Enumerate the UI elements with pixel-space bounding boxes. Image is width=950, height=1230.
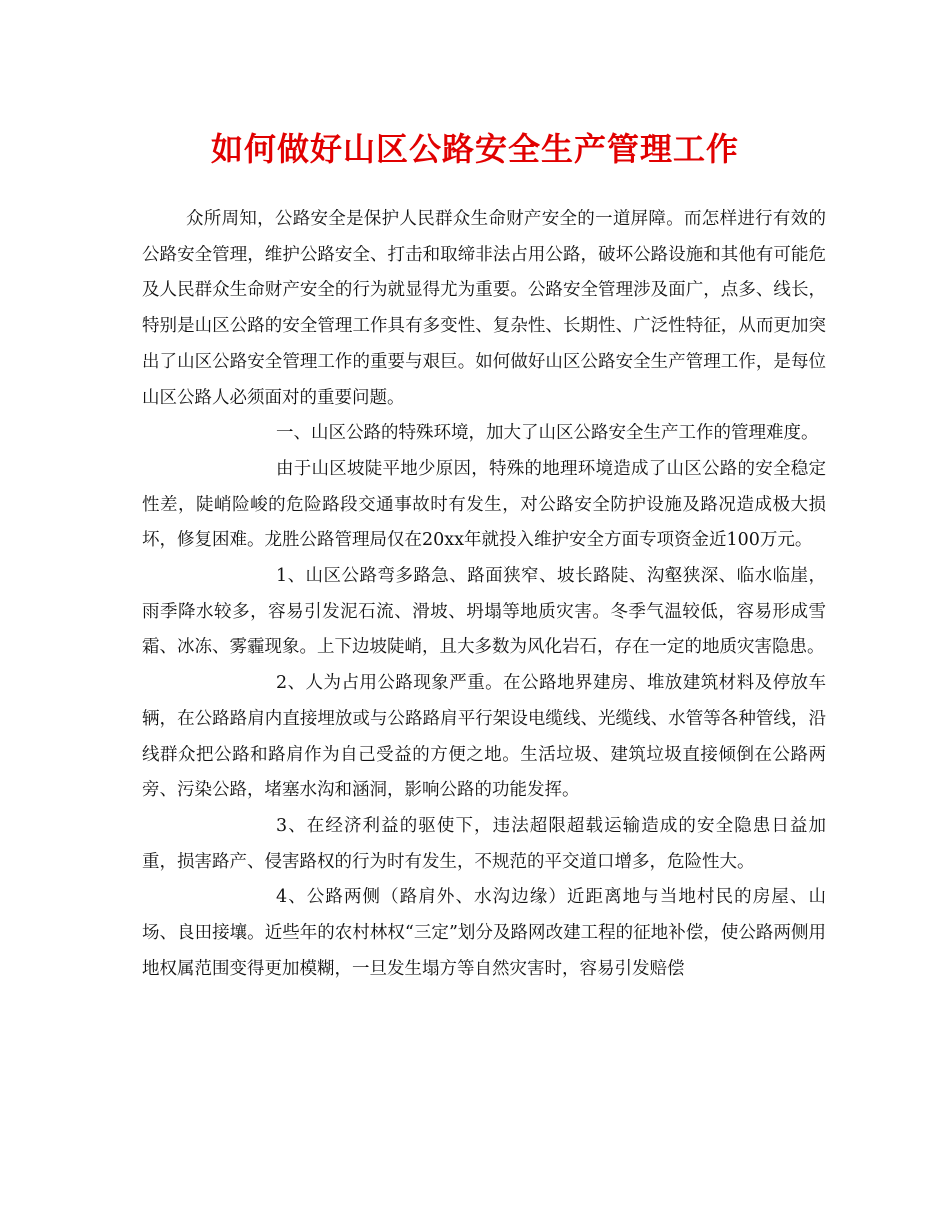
- paragraph-item-3: 3、在经济利益的驱使下，违法超限超载运输造成的安全隐患日益加重，损害路产、侵害路权的行为时有发生，不规范的平交道口增多，危险性大。: [142, 815, 826, 872]
- paragraph-item-4: 4、公路两侧（路肩外、水沟边缘）近距离地与当地村民的房屋、山场、良田接壤。近些年的农村林权“三定”划分及路网改建工程的征地补偿，使公路两侧用地权属范围变得更加模糊，一旦发生塌方等自然灾害时，容易引发赔偿: [142, 887, 826, 979]
- paragraph-intro: 众所周知，公路安全是保护人民群众生命财产安全的一道屏障。而怎样进行有效的公路安全管理，维护公路安全、打击和取缔非法占用公路，破坏公路设施和其他有可能危及人民群众生命财产安全的行为就显得尤为重要。公路安全管理涉及面广，点多、线长，特别是山区公路的安全管理工作具有多变性、复杂性、长期性、广泛性特征，从而更加突出了山区公路安全管理工作的重要与艰巨。如何做好山区公路安全生产管理工作，是每位山区公路人必须面对的重要问题。: [142, 209, 826, 408]
- paragraph-item-1: 1、山区公路弯多路急、路面狭窄、坡长路陡、沟壑狭深、临水临崖，雨季降水较多，容易引发泥石流、滑坡、坍塌等地质灾害。冬季气温较低，容易形成雪霜、冰冻、雾霾现象。上下边坡陡峭，且大多数为风化岩石，存在一定的地质灾害隐患。: [142, 566, 826, 658]
- paragraph-item-2: 2、人为占用公路现象严重。在公路地界建房、堆放建筑材料及停放车辆，在公路路肩内直接埋放或与公路路肩平行架设电缆线、光缆线、水管等各种管线，沿线群众把公路和路肩作为自己受益的方便之地。生活垃圾、建筑垃圾直接倾倒在公路两旁、污染公路，堵塞水沟和涵洞，影响公路的功能发挥。: [142, 673, 826, 801]
- paragraph-terrain: 由于山区坡陡平地少原因，特殊的地理环境造成了山区公路的安全稳定性差，陡峭险峻的危险路段交通事故时有发生，对公路安全防护设施及路况造成极大损坏，修复困难。龙胜公路管理局仅在20xx年就投入维护安全方面专项资金近100万元。: [142, 458, 826, 551]
- document-body: [142, 202, 826, 987]
- document-title: 如何做好山区公路安全生产管理工作: [210, 130, 739, 168]
- paragraph-section-one-heading: 一、山区公路的特殊环境，加大了山区公路安全生产工作的管理难度。: [276, 423, 819, 444]
